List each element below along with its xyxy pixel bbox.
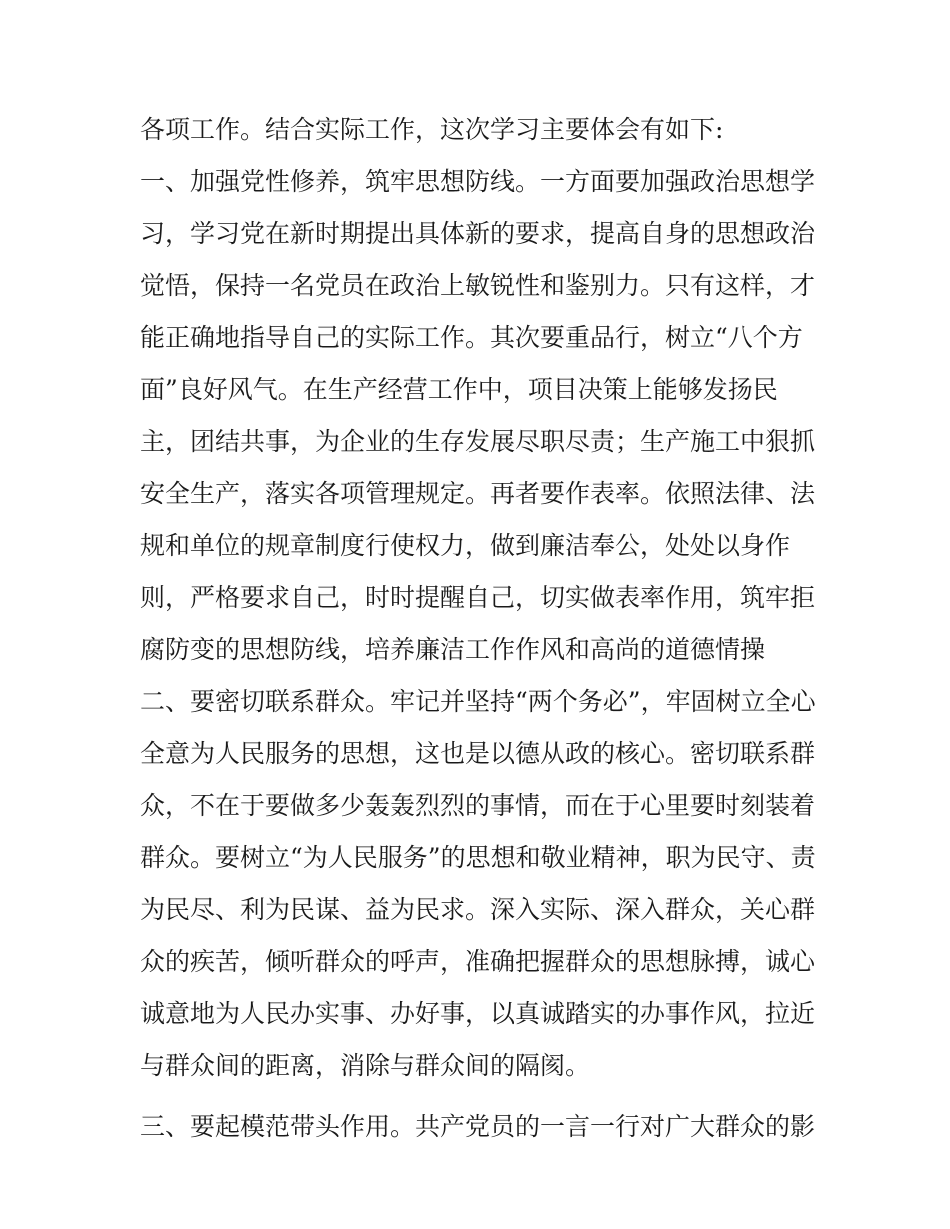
text-line: 二、要密切联系群众。牢记并坚持“两个务必”，牢固树立全心 bbox=[140, 687, 816, 716]
text-line: 主，团结共事，为企业的生存发展尽职尽责；生产施工中狠抓 bbox=[140, 427, 816, 456]
text-line: 众，不在于要做多少轰轰烈烈的事情，而在于心里要时刻装着 bbox=[140, 791, 816, 820]
text-line: 则，严格要求自己，时时提醒自己，切实做表率作用，筑牢拒 bbox=[140, 583, 816, 612]
text-line: 诚意地为人民办实事、办好事，以真诚踏实的办事作风，拉近 bbox=[140, 999, 816, 1028]
text-line: 习，学习党在新时期提出具体新的要求，提高自身的思想政治 bbox=[140, 219, 816, 248]
text-line: 群众。要树立“为人民服务”的思想和敬业精神，职为民守、责 bbox=[140, 843, 816, 872]
text-line: 全意为人民服务的思想，这也是以德从政的核心。密切联系群 bbox=[140, 739, 816, 768]
text-line: 安全生产，落实各项管理规定。再者要作表率。依照法律、法 bbox=[140, 479, 816, 508]
body-text bbox=[140, 104, 820, 1153]
text-line: 三、要起模范带头作用。共产党员的一言一行对广大群众的影 bbox=[140, 1112, 816, 1141]
text-line: 腐防变的思想防线，培养廉洁工作作风和高尚的道德情操 bbox=[140, 635, 766, 664]
text-line: 各项工作。结合实际工作，这次学习主要体会有如下: bbox=[140, 115, 724, 144]
text-line: 众的疾苦，倾听群众的呼声，准确把握群众的思想脉搏，诚心 bbox=[140, 947, 816, 976]
text-line: 为民尽、利为民谋、益为民求。深入实际、深入群众，关心群 bbox=[140, 895, 816, 924]
text-line: 面”良好风气。在生产经营工作中，项目决策上能够发扬民 bbox=[140, 375, 778, 404]
text-line: 觉悟，保持一名党员在政治上敏锐性和鉴别力。只有这样，才 bbox=[140, 271, 816, 300]
text-line: 能正确地指导自己的实际工作。其次要重品行，树立“八个方 bbox=[140, 323, 803, 352]
text-line: 一、加强党性修养，筑牢思想防线。一方面要加强政治思想学 bbox=[140, 167, 816, 196]
text-line: 与群众间的距离，消除与群众间的隔阂。 bbox=[140, 1051, 591, 1080]
text-line: 规和单位的规章制度行使权力，做到廉洁奉公，处处以身作 bbox=[140, 531, 791, 560]
